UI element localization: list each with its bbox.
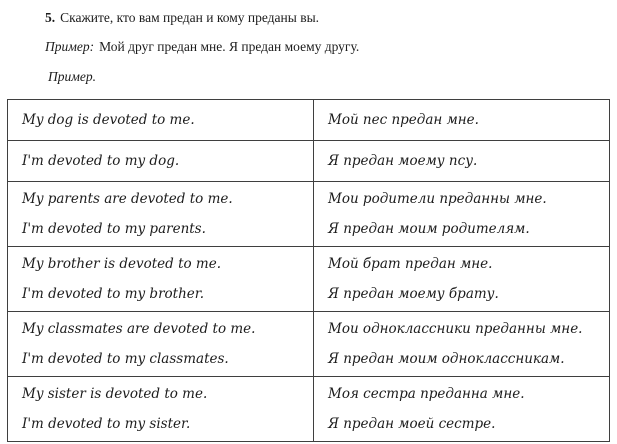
russian-cell (314, 247, 610, 312)
russian-cell (314, 312, 610, 377)
russian-sentence: Я предан моим одноклассникам. (328, 351, 565, 367)
table-row (8, 182, 610, 247)
english-cell (8, 312, 314, 377)
example-label-2: Пример. (48, 69, 96, 84)
english-sentence: My dog is devoted to me. (22, 112, 195, 128)
exercise-instruction-line (45, 10, 610, 26)
russian-cell (314, 377, 610, 442)
english-sentence: My brother is devoted to me. (22, 256, 222, 272)
table-row (8, 247, 610, 312)
exercise-instruction: Скажите, кто вам предан и кому преданы вы. (60, 10, 320, 25)
exercise-number: 5. (45, 10, 56, 25)
english-cell (8, 141, 314, 182)
english-cell (8, 247, 314, 312)
russian-cell (314, 182, 610, 247)
example-label: Пример: (45, 39, 95, 54)
russian-sentence: Я предан моему брату. (328, 286, 499, 302)
russian-sentence: Мой брат предан мне. (328, 256, 493, 272)
russian-sentence: Я предан моему псу. (328, 153, 478, 169)
english-sentence: I'm devoted to my brother. (22, 286, 205, 302)
english-sentence: I'm devoted to my sister. (22, 416, 191, 432)
table-row (8, 312, 610, 377)
table-row (8, 141, 610, 182)
table-row (8, 100, 610, 141)
translation-table (7, 99, 610, 442)
english-sentence: I'm devoted to my dog. (22, 153, 180, 169)
english-cell (8, 377, 314, 442)
english-sentence: My parents are devoted to me. (22, 191, 233, 207)
english-sentence: I'm devoted to my parents. (22, 221, 206, 237)
example-line-2 (48, 69, 610, 85)
example-text: Мой друг предан мне. Я предан моему другу. (99, 39, 360, 54)
english-sentence: I'm devoted to my classmates. (22, 351, 229, 367)
english-sentence: My classmates are devoted to me. (22, 321, 256, 337)
russian-sentence: Мои одноклассники преданны мне. (328, 321, 583, 337)
english-cell (8, 182, 314, 247)
russian-sentence: Мои родители преданны мне. (328, 191, 547, 207)
russian-sentence: Я предан моим родителям. (328, 221, 530, 237)
table-row (8, 377, 610, 442)
example-line-1 (45, 39, 610, 55)
russian-sentence: Моя сестра преданна мне. (328, 386, 525, 402)
exercise-header (7, 10, 610, 85)
russian-cell (314, 141, 610, 182)
russian-sentence: Я предан моей сестре. (328, 416, 496, 432)
english-sentence: My sister is devoted to me. (22, 386, 208, 402)
russian-cell (314, 100, 610, 141)
russian-sentence: Мой пес предан мне. (328, 112, 479, 128)
english-cell (8, 100, 314, 141)
